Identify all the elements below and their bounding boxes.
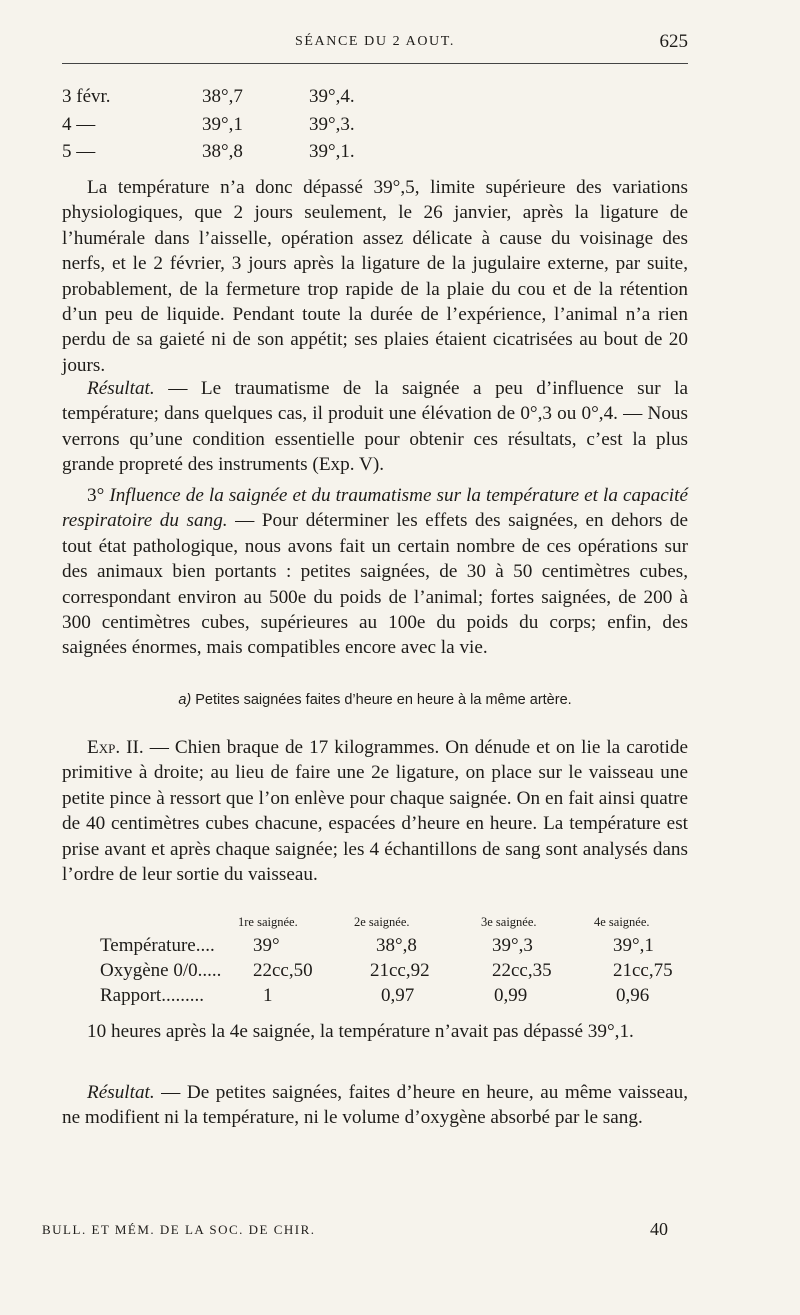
- paragraph-result-2: [62, 1080, 688, 1131]
- temperature-value-b: 39°,3.: [309, 113, 355, 135]
- table-cell: 0,97: [381, 985, 415, 1006]
- paragraph-after-table: 10 heures après la 4e saignée, la température n’avait pas dépassé 39°,1.: [87, 1021, 634, 1042]
- table-cell: 0,96: [616, 985, 650, 1006]
- result-label: Résultat.: [87, 1082, 155, 1103]
- table-cell: 21cc,75: [613, 960, 673, 981]
- experiment-label: Exp. II.: [87, 737, 144, 758]
- running-header: [62, 30, 688, 54]
- section-title: Influence de la saignée et du traumatisme sur la température et la capacité respiratoire du sang.: [62, 485, 688, 532]
- temperature-list: [62, 86, 688, 169]
- temperature-row: [62, 114, 688, 142]
- table-cell: 0,99: [494, 985, 528, 1006]
- table-row-label: Rapport.........: [100, 985, 204, 1006]
- temperature-value-a: 39°,1: [202, 113, 243, 135]
- subheading-text: Petites saignées faites d’heure en heure à la même artère.: [191, 692, 572, 708]
- temperature-value-b: 39°,1.: [309, 141, 355, 162]
- temperature-row: [62, 141, 688, 169]
- paragraph-result-1: [62, 376, 688, 478]
- section-number: 3°: [87, 485, 110, 506]
- table-cell: 38°,8: [376, 935, 417, 956]
- temperature-day: 3 févr.: [62, 86, 111, 107]
- temperature-row: [62, 86, 688, 114]
- table-cell: 39°,3: [492, 935, 533, 956]
- temperature-day: 5 —: [62, 141, 96, 162]
- experiment-text: — Chien braque de 17 kilogrammes. On dénude et on lie la carotide primitive à droite; au lieu de faire une 2e ligature, on place sur le vaisseau une petite pince à ressort que l’on enlève pour chaque saignée. On en fait ainsi quatre de 40 centimètres cubes chacune, espacées d’heure en heure. La température est prise avant et après chaque saignée; les 4 échantillons de sang sont analysés dans l’ordre de leur sortie du vaisseau.: [62, 737, 688, 886]
- table-cell: 39°,1: [613, 935, 654, 956]
- table-row: [100, 960, 688, 985]
- table-row: [100, 935, 688, 960]
- subheading-letter: a): [178, 692, 192, 708]
- temperature-value-a: 38°,7: [202, 86, 243, 107]
- result-text: — Le traumatisme de la saignée a peu d’influence sur la température; dans quelques cas, il produit une élévation de 0°,3 ou 0°,4. — Nous verrons qu’une condition essentielle pour obtenir ces résultats, c’est la plus grande propreté des instruments (Exp. V).: [62, 378, 688, 476]
- section-text: — Pour déterminer les effets des saignées, en dehors de tout état pathologique, nous avons fait un certain nombre de ces opérations sur des animaux bien portants : petites saignées, de 30 à 50 centimètres cubes, correspondant environ au 500e du poids de l’animal; fortes saignées, de 200 à 300 centimètres cubes, supérieures au 100e du poids du corps; enfin, des saignées énormes, mais compatibles encore avec la vie.: [62, 510, 688, 659]
- table-cell: 1: [263, 985, 273, 1006]
- header-rule: [62, 63, 688, 64]
- page-footer: [42, 1219, 668, 1243]
- table-row-label: Température....: [100, 935, 215, 956]
- table-column-header: 1re saignée.: [238, 915, 298, 929]
- page-number: 625: [659, 31, 688, 52]
- table-cell: 39°: [253, 935, 280, 956]
- result-text: — De petites saignées, faites d’heure en heure, au même vaisseau, ne modifient ni la température, ni le volume d’oxygène absorbé par le sang.: [62, 1082, 688, 1129]
- table-cell: 21cc,92: [370, 960, 430, 981]
- results-table: [100, 915, 688, 1010]
- table-column-header: 4e saignée.: [594, 915, 650, 929]
- sheet-signature: 40: [650, 1219, 668, 1239]
- temperature-value-b: 39°,4.: [309, 86, 355, 107]
- temperature-value-a: 38°,8: [202, 141, 243, 162]
- table-cell: 22cc,35: [492, 960, 552, 981]
- temperature-day: 4 —: [62, 113, 96, 135]
- table-column-header: 2e saignée.: [354, 915, 410, 929]
- table-row: [100, 985, 688, 1010]
- paragraph-experiment-2: [62, 735, 688, 887]
- header-title: SÉANCE DU 2 AOUT.: [295, 34, 455, 49]
- subheading: [62, 692, 688, 708]
- table-cell: 22cc,50: [253, 960, 313, 981]
- table-header-row: [100, 915, 688, 935]
- table-column-header: 3e saignée.: [481, 915, 537, 929]
- result-label: Résultat.: [87, 378, 155, 399]
- paragraph-temperature-summary: La température n’a donc dépassé 39°,5, limite supérieure des variations physiologiques, que 2 jours seulement, le 26 janvier, après la ligature de l’humérale dans l’aisselle, opération assez délicate à cause du voisinage des nerfs, et le 2 février, 3 jours après la ligature de la jugulaire externe, par suite, probablement, de la fermeture trop rapide de la plaie du cou et de la rétention d’un peu de liquide. Pendant toute la durée de l’expérience, l’animal n’a rien perdu de sa gaieté ni de son appétit; ses plaies étaient cicatrisées au bout de 20 jours.: [62, 177, 688, 376]
- paragraph-section-3: [62, 483, 688, 661]
- journal-name: BULL. ET MÉM. DE LA SOC. DE CHIR.: [42, 1222, 316, 1237]
- table-row-label: Oxygène 0/0.....: [100, 960, 222, 981]
